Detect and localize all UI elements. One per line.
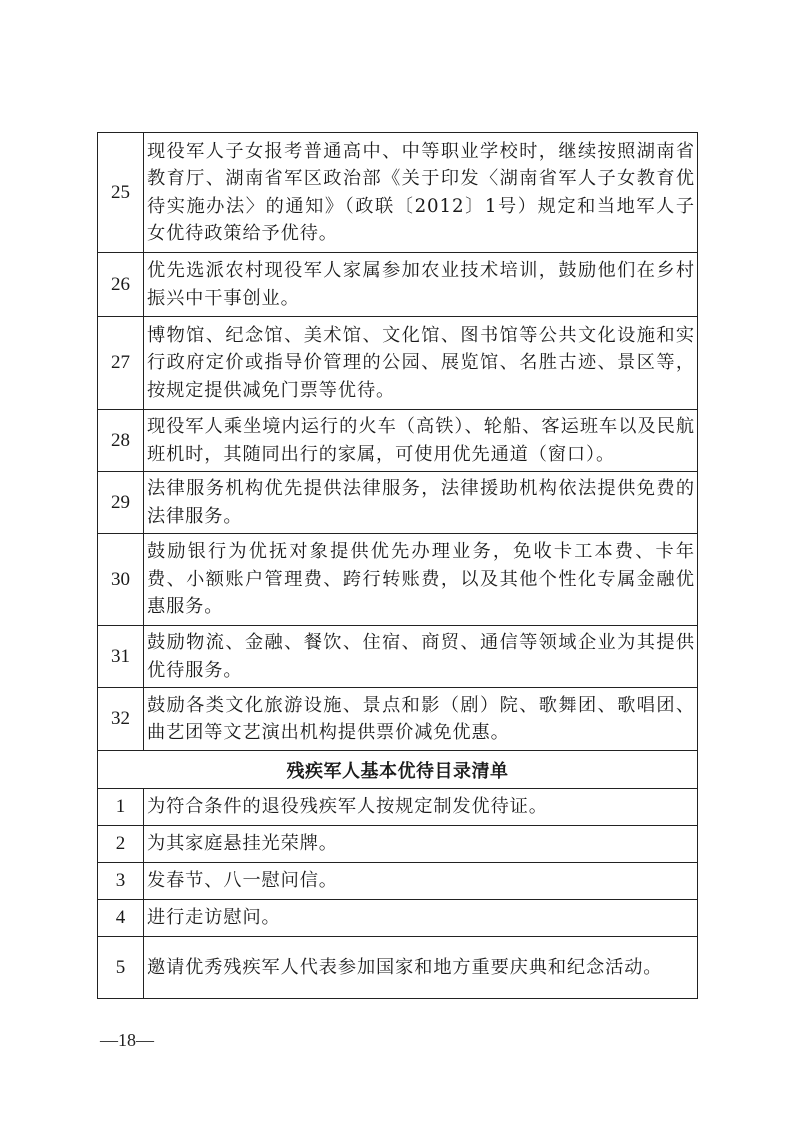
table-row (98, 317, 698, 410)
row-number: 5 (98, 937, 144, 999)
benefits-table (97, 132, 698, 999)
table-row (98, 937, 698, 999)
row-number: 30 (98, 534, 144, 626)
table-row (98, 789, 698, 826)
row-number: 2 (98, 826, 144, 863)
row-text: 法律服务机构优先提供法律服务，法律援助机构依法提供免费的法律服务。 (144, 472, 698, 534)
row-text: 为符合条件的退役残疾军人按规定制发优待证。 (144, 789, 698, 826)
row-number: 28 (98, 410, 144, 472)
row-text: 博物馆、纪念馆、美术馆、文化馆、图书馆等公共文化设施和实行政府定价或指导价管理的公园、展览馆、名胜古迹、景区等，按规定提供减免门票等优待。 (144, 317, 698, 410)
table-row (98, 863, 698, 900)
section-title: 残疾军人基本优待目录清单 (98, 751, 698, 789)
section-header-row (98, 751, 698, 789)
table-row (98, 626, 698, 688)
row-text: 鼓励物流、金融、餐饮、住宿、商贸、通信等领域企业为其提供优待服务。 (144, 626, 698, 688)
row-number: 31 (98, 626, 144, 688)
row-text: 发春节、八一慰问信。 (144, 863, 698, 900)
row-number: 27 (98, 317, 144, 410)
table-row (98, 133, 698, 253)
row-number: 26 (98, 253, 144, 317)
row-number: 32 (98, 688, 144, 751)
row-text: 进行走访慰问。 (144, 900, 698, 937)
row-text: 优先选派农村现役军人家属参加农业技术培训，鼓励他们在乡村振兴中干事创业。 (144, 253, 698, 317)
table-row (98, 688, 698, 751)
row-number: 25 (98, 133, 144, 253)
table-row (98, 826, 698, 863)
row-text: 鼓励银行为优抚对象提供优先办理业务，免收卡工本费、卡年费、小额账户管理费、跨行转账费，以及其他个性化专属金融优惠服务。 (144, 534, 698, 626)
table-row (98, 253, 698, 317)
row-number: 4 (98, 900, 144, 937)
row-number: 29 (98, 472, 144, 534)
row-text: 鼓励各类文化旅游设施、景点和影（剧）院、歌舞团、歌唱团、曲艺团等文艺演出机构提供票价减免优惠。 (144, 688, 698, 751)
row-text: 现役军人乘坐境内运行的火车（高铁）、轮船、客运班车以及民航班机时，其随同出行的家属，可使用优先通道（窗口）。 (144, 410, 698, 472)
table-row (98, 472, 698, 534)
row-text: 邀请优秀残疾军人代表参加国家和地方重要庆典和纪念活动。 (144, 937, 698, 999)
table-row (98, 534, 698, 626)
row-number: 3 (98, 863, 144, 900)
row-number: 1 (98, 789, 144, 826)
table-row (98, 900, 698, 937)
row-text: 现役军人子女报考普通高中、中等职业学校时，继续按照湖南省教育厅、湖南省军区政治部《关于印发〈湖南省军人子女教育优待实施办法〉的通知》（政联〔2012〕1号）规定和当地军人子女优待政策给予优待。 (144, 133, 698, 253)
page-number: —18— (100, 1030, 154, 1050)
row-text: 为其家庭悬挂光荣牌。 (144, 826, 698, 863)
table-row (98, 410, 698, 472)
